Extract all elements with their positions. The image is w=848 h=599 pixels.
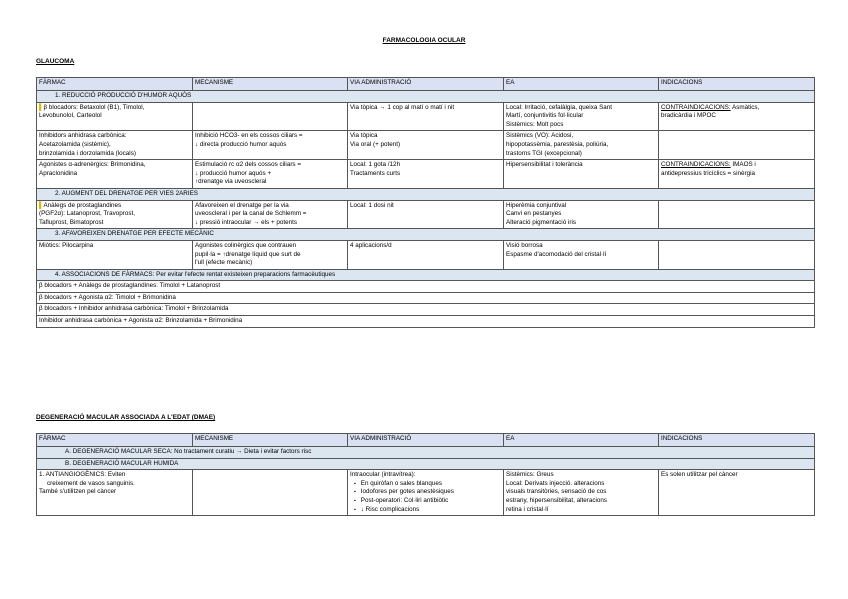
- cell-text: antidepressius tricíclics = sinèrgia: [661, 169, 755, 177]
- cell-text: Via tòpica → 1 cop al matí o matí i nit: [348, 102, 504, 131]
- table-header-row: [37, 78, 815, 91]
- cell-text: hipopotassèmia, parestèsia, poliúria,: [506, 140, 609, 148]
- header-cell: MECANISME: [193, 434, 348, 447]
- table-row: [37, 304, 815, 316]
- cell-text: ↓ pressió intraocular → els + potents: [195, 218, 298, 226]
- cell-text: l'ull (efecte mecànic): [195, 259, 253, 267]
- dmae-heading: DEGENERACIÓ MACULAR ASSOCIADA A L'EDAT (DMAE): [36, 414, 216, 421]
- cell-text: Estimulació rc α2 dels cossos ciliars =: [195, 161, 301, 169]
- cell-text: Tractaments curts: [350, 169, 401, 177]
- cell-text: ↓ directa producció humor aquós: [195, 140, 287, 148]
- cell-text: Local: Derivats injecció. alteracions: [506, 479, 605, 487]
- table-row: [37, 470, 815, 516]
- page-title: FARMACOLOGIA OCULAR: [382, 37, 466, 44]
- cell-text: Levobunolol, Carteolol: [39, 112, 102, 120]
- cell-text: Inhibició HCO3- en els cossos ciliars =: [195, 132, 303, 140]
- cell-text: Alteració pigmentació iris: [506, 218, 576, 226]
- cell-text: Sistèmics: Molt pocs: [506, 120, 564, 128]
- cell-text: Sistèmics: Greus: [506, 471, 554, 479]
- table-row: [37, 281, 815, 293]
- cell-text: Acetazolamida (sistèmic),: [39, 140, 111, 148]
- group-row: [37, 447, 815, 459]
- cell-text: IMAOS i: [730, 161, 756, 169]
- list-item: ▪ En quiròfan o sales blanques: [364, 480, 501, 489]
- cell-text: Intraocular (intravítrea):: [350, 471, 416, 479]
- cell-text: Local: Irritació, cefalàlgia, queixa Sant: [506, 103, 613, 111]
- cell-text: Agonistes α-adrenèrgics: Brimonidina,: [39, 161, 146, 169]
- header-cell: VIA ADMINISTRACIÓ: [348, 434, 504, 447]
- list-item: ▪ Post-operatori: Col·liri antibiòtic: [364, 497, 501, 506]
- group-row: [37, 188, 815, 200]
- cell-text: Via oral (+ potent): [350, 140, 401, 148]
- cell-text: Inhibidors anhidrasa carbònica:: [39, 132, 127, 140]
- group-row: [37, 91, 815, 103]
- combo-text: Inhibidor anhidrasa carbònica + Agonista α2: Brinzolamida + Brimonidina: [37, 316, 815, 328]
- cell-text: Visió borrosa: [506, 241, 543, 249]
- header-cell: EA: [504, 78, 659, 91]
- header-cell: MECANISME: [193, 78, 348, 91]
- group-label: 4. ASSOCIACIONS DE FÀRMACS: Per evitar l'efecte rentat existeixen preparacions farmacèutiques: [37, 269, 815, 281]
- cell-text: Hipersensibilitat i tolerància: [504, 160, 659, 189]
- group-label: 2. AUGMENT DEL DRENATGE PER VIES 2ARIES: [37, 188, 815, 200]
- combo-text: β blocadors + Anàlegs de prostaglandines: Timolol + Latanoprost: [37, 281, 815, 293]
- header-cell: INDICACIONS: [659, 434, 815, 447]
- cell-text: (PGF2α): Latanoprost, Travoprost,: [39, 210, 136, 218]
- cell-text: Apraclonidina: [39, 169, 78, 177]
- table-row: [37, 240, 815, 269]
- cell-text: Tafluprost, Bimatoprost: [39, 218, 104, 226]
- highlight-marker: ▌: [39, 201, 44, 209]
- cell-text: Afavoreixen el drenatge per la via: [195, 201, 289, 209]
- cell-text: estrany, hipersensibilitat, alteracions: [506, 496, 608, 504]
- header-cell: VIA ADMINISTRACIÓ: [348, 78, 504, 91]
- header-cell: EA: [504, 434, 659, 447]
- group-row: [37, 229, 815, 241]
- list-item: ▪ ↓ Risc complicacions: [364, 506, 501, 515]
- header-cell: FÀRMAC: [37, 78, 193, 91]
- group-label: B. DEGENERACIÓ MACULAR HUMIDA: [37, 458, 815, 470]
- cell-text: Canvi en pestanyes: [506, 210, 562, 218]
- list-item: ▪ Iodofores per gotes anestèsiques: [364, 488, 501, 497]
- cell-text: 4 aplicacions/d: [348, 240, 504, 269]
- cell-text: També s'utilitzen pel càncer: [39, 488, 117, 496]
- contraindications-label: CONTRAINDICACIONS:: [661, 103, 731, 111]
- group-row: [37, 458, 815, 470]
- glaucoma-heading: GLAUCOMA: [36, 58, 75, 65]
- group-label: 1. REDUCCIÓ PRODUCCIÓ D'HUMOR AQUÓS: [37, 91, 815, 103]
- cell-text: Agonistes colinèrgics que contrauen: [195, 241, 297, 249]
- header-cell: FÀRMAC: [37, 434, 193, 447]
- table-header-row: [37, 434, 815, 447]
- cell-text: β blocadors: Betaxolol (B1), Timolol,: [43, 103, 145, 111]
- group-label: A. DEGENERACIÓ MACULAR SECA: No tractament curatiu → Dieta i evitar factors risc: [37, 447, 815, 459]
- cell-text: visuals transitòries, sensació de cos: [506, 488, 607, 496]
- cell-text: Via tòpica: [350, 132, 378, 140]
- cell-text: bradicàrdia i MPOC: [661, 112, 716, 120]
- cell-text: brinzolamida i dorzolamida (locals): [39, 149, 136, 157]
- cell-text: uveoscleral i per la canal de Schlemm =: [195, 210, 307, 218]
- table-row: [37, 316, 815, 328]
- cell-text: Hiperèmia conjuntival: [506, 201, 567, 209]
- cell-text: Local: 1 dosi nit: [348, 200, 504, 229]
- glaucoma-table: [36, 77, 815, 328]
- group-row: [37, 269, 815, 281]
- table-row: [37, 200, 815, 229]
- cell-text: trastorns TGI (excepcional): [506, 149, 582, 157]
- table-row: [37, 160, 815, 189]
- cell-text: Es solen utilitzar pel càncer: [659, 470, 815, 516]
- cell-text: Martí, conjuntivitis fol·licular: [506, 112, 584, 120]
- cell-text: ↑drenatge via uveoscleral: [195, 178, 267, 186]
- highlight-marker: ▌: [39, 103, 44, 111]
- cell-text: Anàlegs de prostaglandines: [43, 201, 122, 209]
- group-label: 3. AFAVOREIXEN DRENATGE PER EFECTE MECÀNIC: [37, 229, 815, 241]
- cell-text: retina i cristal·lí: [506, 505, 549, 513]
- table-row: [37, 102, 815, 131]
- cell-text: Sistèmics (VO): Acidosi,: [506, 132, 574, 140]
- dmae-table: [36, 433, 815, 516]
- cell-text: 1. ANTIANGIOGÈNICS: Eviten: [39, 471, 126, 479]
- contraindications-label: CONTRAINDICACIONS:: [661, 161, 731, 169]
- combo-text: β blocadors + Inhibidor anhidrasa carbònica: Timolol + Brinzolamida: [37, 304, 815, 316]
- cell-text: Asmàtics,: [730, 103, 760, 111]
- cell-text: creixement de vasos sanguinis.: [47, 479, 135, 487]
- table-row: [37, 292, 815, 304]
- cell-text: Miòtics: Pilocarpina: [37, 240, 193, 269]
- bullet-list: [350, 480, 501, 514]
- header-cell: INDICACIONS: [659, 78, 815, 91]
- table-row: [37, 131, 815, 160]
- cell-text: pupil·la = ↑drenatge líquid que surt de: [195, 250, 301, 258]
- cell-text: Espasme d'acomodació del cristal·lí: [506, 250, 607, 258]
- cell-text: ↓ producció humor aquós +: [195, 169, 272, 177]
- combo-text: β blocadors + Agonista α2: Timolol + Brimonidina: [37, 292, 815, 304]
- cell-text: Local: 1 gota /12h: [350, 161, 401, 169]
